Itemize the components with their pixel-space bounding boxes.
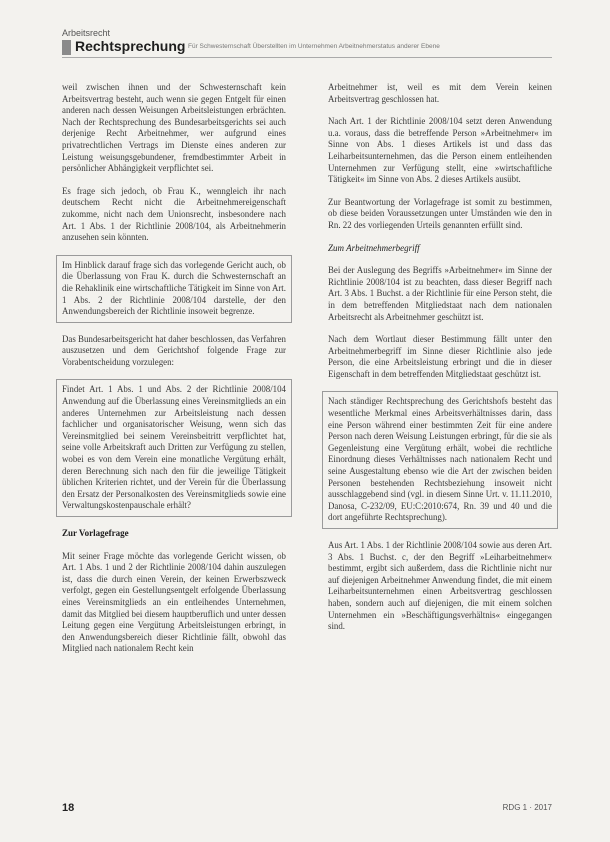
paragraph: Aus Art. 1 Abs. 1 der Richtlinie 2008/104 sowie aus deren Art. 3 Abs. 1 Buchst. c, der den Begriff »Leiharbeitnehmer« bestimmt, ergibt sich außerdem, dass die Richtlinie nicht nur auf diejenigen Arbeitnehmer Anwendung findet, die mit einem Leiharbeitsunternehmen einen Arbeitsvertrag geschlossen haben, sondern auch auf diejenigen, die mit einem solchen Unternehmen ein »Beschäftigungsverhältnis« eingegangen sind. <box>328 540 552 632</box>
header-rule <box>62 57 552 58</box>
section-heading: Zum Arbeitnehmerbegriff <box>328 242 420 253</box>
journal-footer: RDG 1 · 2017 <box>502 803 552 812</box>
page-header-subtitle: Für Schwesternschaft Überstellten im Unternehmen Arbeitnehmerstatus anderer Ebene <box>188 43 440 50</box>
paragraph: weil zwischen ihnen und der Schwesternschaft kein Arbeitsvertrag besteht, auch wenn sie gegen Entgelt für einen anderen nach dessen Weisungen Arbeitsleistungen erbrächten. Nach der Rechtsprechung des Bundesarbeitsgerichts sei auch derjenige Recht Arbeitnehmer, wer aufgrund eines privatrechtlichen Vertrags im Dienste eines anderen zur Leistung weisungsgebundener, fremdbestimmter Arbeit in persönlicher Abhängigkeit verpflichtet sei. <box>62 82 286 174</box>
page-number: 18 <box>62 802 75 814</box>
paragraph: Nach dem Wortlaut dieser Bestimmung fällt unter den Arbeitnehmerbegriff im Sinne dieser Richtlinie also jede Person, die eine Arbeitsleistung erbringt und die in dieser Eigenschaft in dem betreffenden Mitgliedstaat geschützt ist. <box>328 334 552 379</box>
paragraph: Das Bundesarbeitsgericht hat daher beschlossen, das Verfahren auszusetzen und dem Gerichtshof folgende Frage zur Vorabentscheidung vorzulegen: <box>62 333 286 367</box>
paragraph: Findet Art. 1 Abs. 1 und Abs. 2 der Richtlinie 2008/104 Anwendung auf die Überlassung eines Vereinsmitglieds an ein anderes Unternehmen zur Arbeitsleistung nach dessen fachlicher und organisatorischer Weisung, wenn sich das Vereinsmitglied bei seinem Vereinsbeitritt verpflichtet hat, seine volle Arbeitskraft auch Dritten zur Verfügung zu stellen, wobei es von dem Verein eine monatliche Vergütung erhält, deren Berechnung sich nach den für die jeweilige Tätigkeit üblichen Kriterien richtet, und der Verein für die Überlassung den Ersatz der Personalkosten des Vereinsmitglieds sowie eine Verwaltungskostenpauschale erhält? <box>56 379 292 517</box>
section-heading: Zur Vorlagefrage <box>62 528 129 538</box>
paragraph: Zur Beantwortung der Vorlagefrage ist somit zu bestimmen, ob diese beiden Voraussetzungen unter Umständen wie den in Rn. 22 des vorliegenden Urteils genannten erfüllt sind. <box>328 196 552 230</box>
paragraph: Arbeitnehmer ist, weil es mit dem Verein keinen Arbeitsvertrag geschlossen hat. <box>328 82 552 104</box>
paragraph: Mit seiner Frage möchte das vorlegende Gericht wissen, ob Art. 1 Abs. 1 und 2 der Richtlinie 2008/104 dahin auszulegen ist, dass die durch einen Verein, der keinen Erwerbszweck verfolgt, gegen ein Gestellungsentgelt erfolgende Überlassung eines Vereinsmitglieds an ein entleihendes Unternehmen, damit das Mitglied bei diesem hauptberuflich und unter dessen Leitung gegen eine Vergütung Arbeitsleistungen erbringt, in den Anwendungsbereich dieser Richtlinie fällt, obwohl das Mitglied nach nationalem Recht kein <box>62 550 286 654</box>
paragraph: Bei der Auslegung des Begriffs »Arbeitnehmer« im Sinne der Richtlinie 2008/104 ist zu beachten, dass dieser Begriff nach Art. 3 Abs. 1 Buchst. a der Richtlinie für eine Person steht, die in dem betreffenden Mitgliedstaat nach dem nationalen Arbeitsrecht als Arbeitnehmer geschützt ist. <box>328 265 552 322</box>
page-header-title: Rechtsprechung <box>75 38 186 54</box>
right-column <box>328 82 552 644</box>
paragraph: Nach Art. 1 der Richtlinie 2008/104 setzt deren Anwendung u.a. voraus, dass die betreffende Person »Arbeitnehmer« im Sinne von Abs. 1 dieses Artikels ist und dass das Leiharbeitsunternehmen, das die Person einem entleihenden Unternehmen zur Verfügung stellt, eine »wirtschaftliche Tätigkeit« im Sinne von Abs. 2 dieses Artikels ausübt. <box>328 116 552 185</box>
paragraph: Nach ständiger Rechtsprechung des Gerichtshofs besteht das wesentliche Merkmal eines Arbeitsverhältnisses darin, dass eine Person während einer bestimmten Zeit für eine andere Person nach deren Weisung Leistungen erbringt, für die sie als Gegenleistung eine Vergütung erhält, wobei die rechtliche Einordnung dieses Verhältnisses nach nationalem Recht und seine Ausgestaltung ebenso wie die Art der zwischen beiden Personen bestehenden Rechtsbeziehung insoweit nicht ausschlaggebend sind (vgl. in diesem Sinne Urt. v. 11.11.2010, Danosa, C-232/09, EU:C:2010:674, Rn. 39 und 40 und die dort angeführte Rechtsprechung). <box>322 391 558 529</box>
paragraph: Es frage sich jedoch, ob Frau K., wenngleich ihr nach deutschem Recht nicht die Arbeitnehmereigenschaft zukomme, nicht nach dem Unionsrecht, insbesondere nach Art. 1 Abs. 1 der Richtlinie 2008/104, als Arbeitnehmerin anzusehen sein könnten. <box>62 185 286 243</box>
header-marker <box>62 40 71 55</box>
left-column <box>62 82 286 666</box>
section-label: Arbeitsrecht <box>62 28 111 38</box>
paragraph: Im Hinblick darauf frage sich das vorlegende Gericht auch, ob die Überlassung von Frau K. durch die Schwesternschaft an die Rehaklinik eine wirtschaftliche Tätigkeit im Sinne von Art. 1 Abs. 2 der Richtlinie 2008/104 darstelle, der den Anwendungsbereich der Richtlinie insoweit begrenze. <box>56 255 292 323</box>
